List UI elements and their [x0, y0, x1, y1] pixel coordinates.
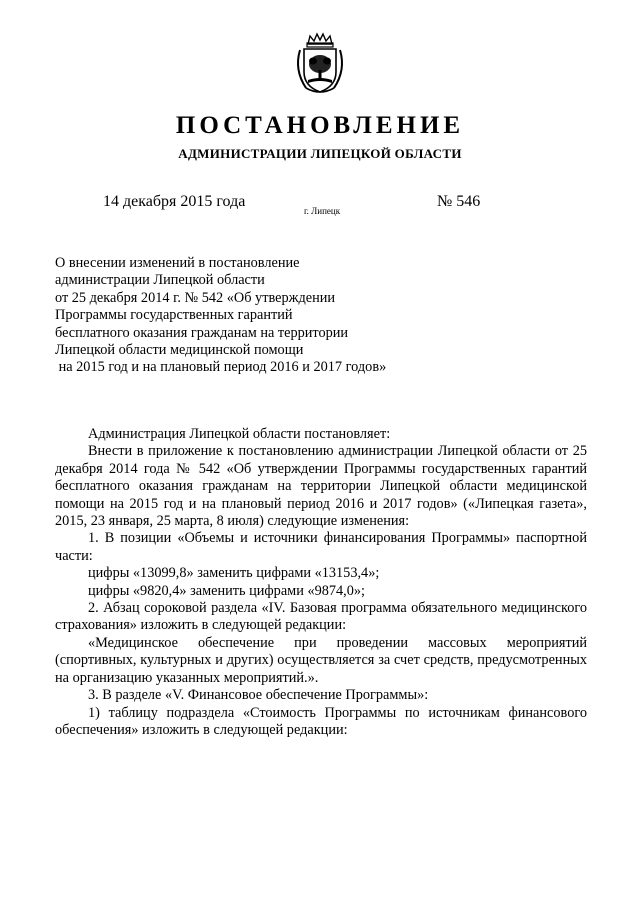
subject-line: Программы государственных гарантий — [55, 307, 293, 324]
subject-line: от 25 декабря 2014 г. № 542 «Об утверждении — [55, 289, 336, 306]
paragraph-resolves: Администрация Липецкой области постановляет: — [88, 426, 391, 442]
lipetsk-coat-of-arms-icon — [292, 30, 348, 96]
document-date: 14 декабря 2015 года — [103, 193, 246, 210]
paragraph-replace-2: цифры «9820,4» заменить цифрами «9874,0»; — [88, 582, 366, 599]
document-title: ПОСТАНОВЛЕНИЕ — [175, 112, 465, 139]
subject-line: на 2015 год и на плановый период 2016 и 2017 годов» — [55, 359, 387, 376]
document-city: г. Липецк — [304, 206, 341, 216]
subject-line: бесплатного оказания гражданам на территории — [55, 324, 349, 341]
paragraph-quoted-text: «Медицинское обеспечение при проведении массовых мероприятий (спортивных, культурных и других) осуществляется за счет средств, предусмотренных на организацию указанных мероприятий.». — [55, 634, 587, 686]
subject-line: Липецкой области медицинской помощи — [55, 342, 304, 359]
document-number: № 546 — [437, 193, 481, 210]
document-subject — [55, 255, 435, 377]
document-body — [55, 426, 587, 739]
paragraph-amendment-intro: Внести в приложение к постановлению администрации Липецкой области от 25 декабря 2014 года № 542 «Об утверждении Программы государственных гарантий бесплатного оказания гражданам на территории Липецкой области медицинской помощи на 2015 год и на плановый период 2016 и 2017 годов» («Липецкая газета», 2015, 23 января, 25 марта, 8 июля) следующие изменения: — [55, 443, 587, 530]
issuing-authority: АДМИНИСТРАЦИИ ЛИПЕЦКОЙ ОБЛАСТИ — [178, 146, 462, 161]
paragraph-item-2: 2. Абзац сороковой раздела «IV. Базовая программа обязательного медицинского страхования» изложить в следующей редакции: — [55, 600, 587, 634]
paragraph-item-3: 3. В разделе «V. Финансовое обеспечение Программы»: — [88, 687, 429, 704]
subject-line: О внесении изменений в постановление — [55, 255, 300, 271]
paragraph-subitem-1: 1) таблицу подраздела «Стоимость Программы по источникам финансового обеспечения» изложить в следующей редакции: — [55, 704, 587, 738]
paragraph-replace-1: цифры «13099,8» заменить цифрами «13153,4»; — [88, 565, 380, 582]
paragraph-item-1: 1. В позиции «Объемы и источники финансирования Программы» паспортной части: — [55, 530, 587, 564]
subject-line: администрации Липецкой области — [55, 272, 265, 289]
